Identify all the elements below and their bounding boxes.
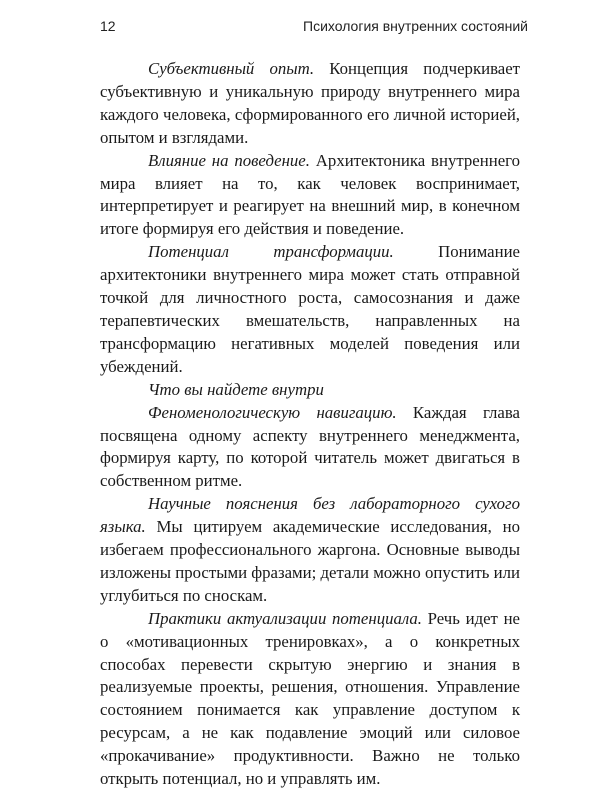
paragraph-lead: Потенциал трансформации.: [148, 242, 394, 262]
paragraph-actualization-practices: [100, 608, 520, 791]
paragraph-body: Концепция подчеркивает субъективную и уникальную природу внутреннего мира каждого человека, сформированного его личной историей, опытом и взглядами.: [100, 59, 521, 147]
paragraph-phenomenological-navigation: [100, 402, 520, 494]
paragraph-body: Каждая глава посвящена одному аспекту внутреннего менеджмента, формируя карту, по которой читатель может двигаться в собственном ритме.: [100, 402, 520, 491]
paragraph-body: Архитектоника внутреннего мира влияет на то, как человек воспринимает, интерпретирует и реагирует на внешний мир, в конечном итоге формируя его действия и поведение.: [100, 150, 520, 239]
paragraph-lead: Практики актуализации потенциала.: [148, 608, 422, 628]
paragraph-body: Понимание архитектоники внутреннего мира может стать отправной точкой для личностного роста, самосознания и даже терапевтических вмешательств, направленных на трансформацию негативных моделей поведения или убеждений.: [100, 242, 521, 376]
paragraph-body: Мы цитируем академические исследования, но избегаем профессионального жаргона. Основные выводы изложены простыми фразами; детали можно опустить или углубиться по сноскам.: [100, 517, 520, 605]
paragraph-body: Речь идет не о «мотивационных тренировках», а о конкретных способах перевести скрытую энергию и знания в реализуемые проекты, решения, отношения. Управление состоянием понимается как управление доступом к ресурсам, а не как подавление эмоций или силовое «прокачивание» продуктивности. Важно не только открыть потенциал, но и управлять им.: [100, 608, 520, 789]
section-heading-inside: [100, 379, 520, 402]
paragraph-lead: Субъективный опыт.: [148, 59, 315, 78]
paragraph-lead: Что вы найдете внутри: [148, 379, 324, 399]
paragraph-lead: Феноменологическую навигацию.: [148, 402, 397, 422]
running-title: Психология внутренних состояний: [303, 18, 528, 34]
page-number: 12: [100, 18, 116, 34]
running-header: [100, 18, 528, 38]
body-text: [100, 58, 520, 791]
paragraph-lead: Научные пояснения без лабораторного сухого языка.: [100, 494, 520, 537]
paragraph-scientific-explanations: [100, 493, 520, 608]
paragraph-lead: Влияние на поведение.: [148, 150, 310, 170]
paragraph-subjective-experience: [100, 58, 520, 150]
paragraph-transformation-potential: [100, 241, 520, 378]
paragraph-behavior-influence: [100, 150, 520, 242]
